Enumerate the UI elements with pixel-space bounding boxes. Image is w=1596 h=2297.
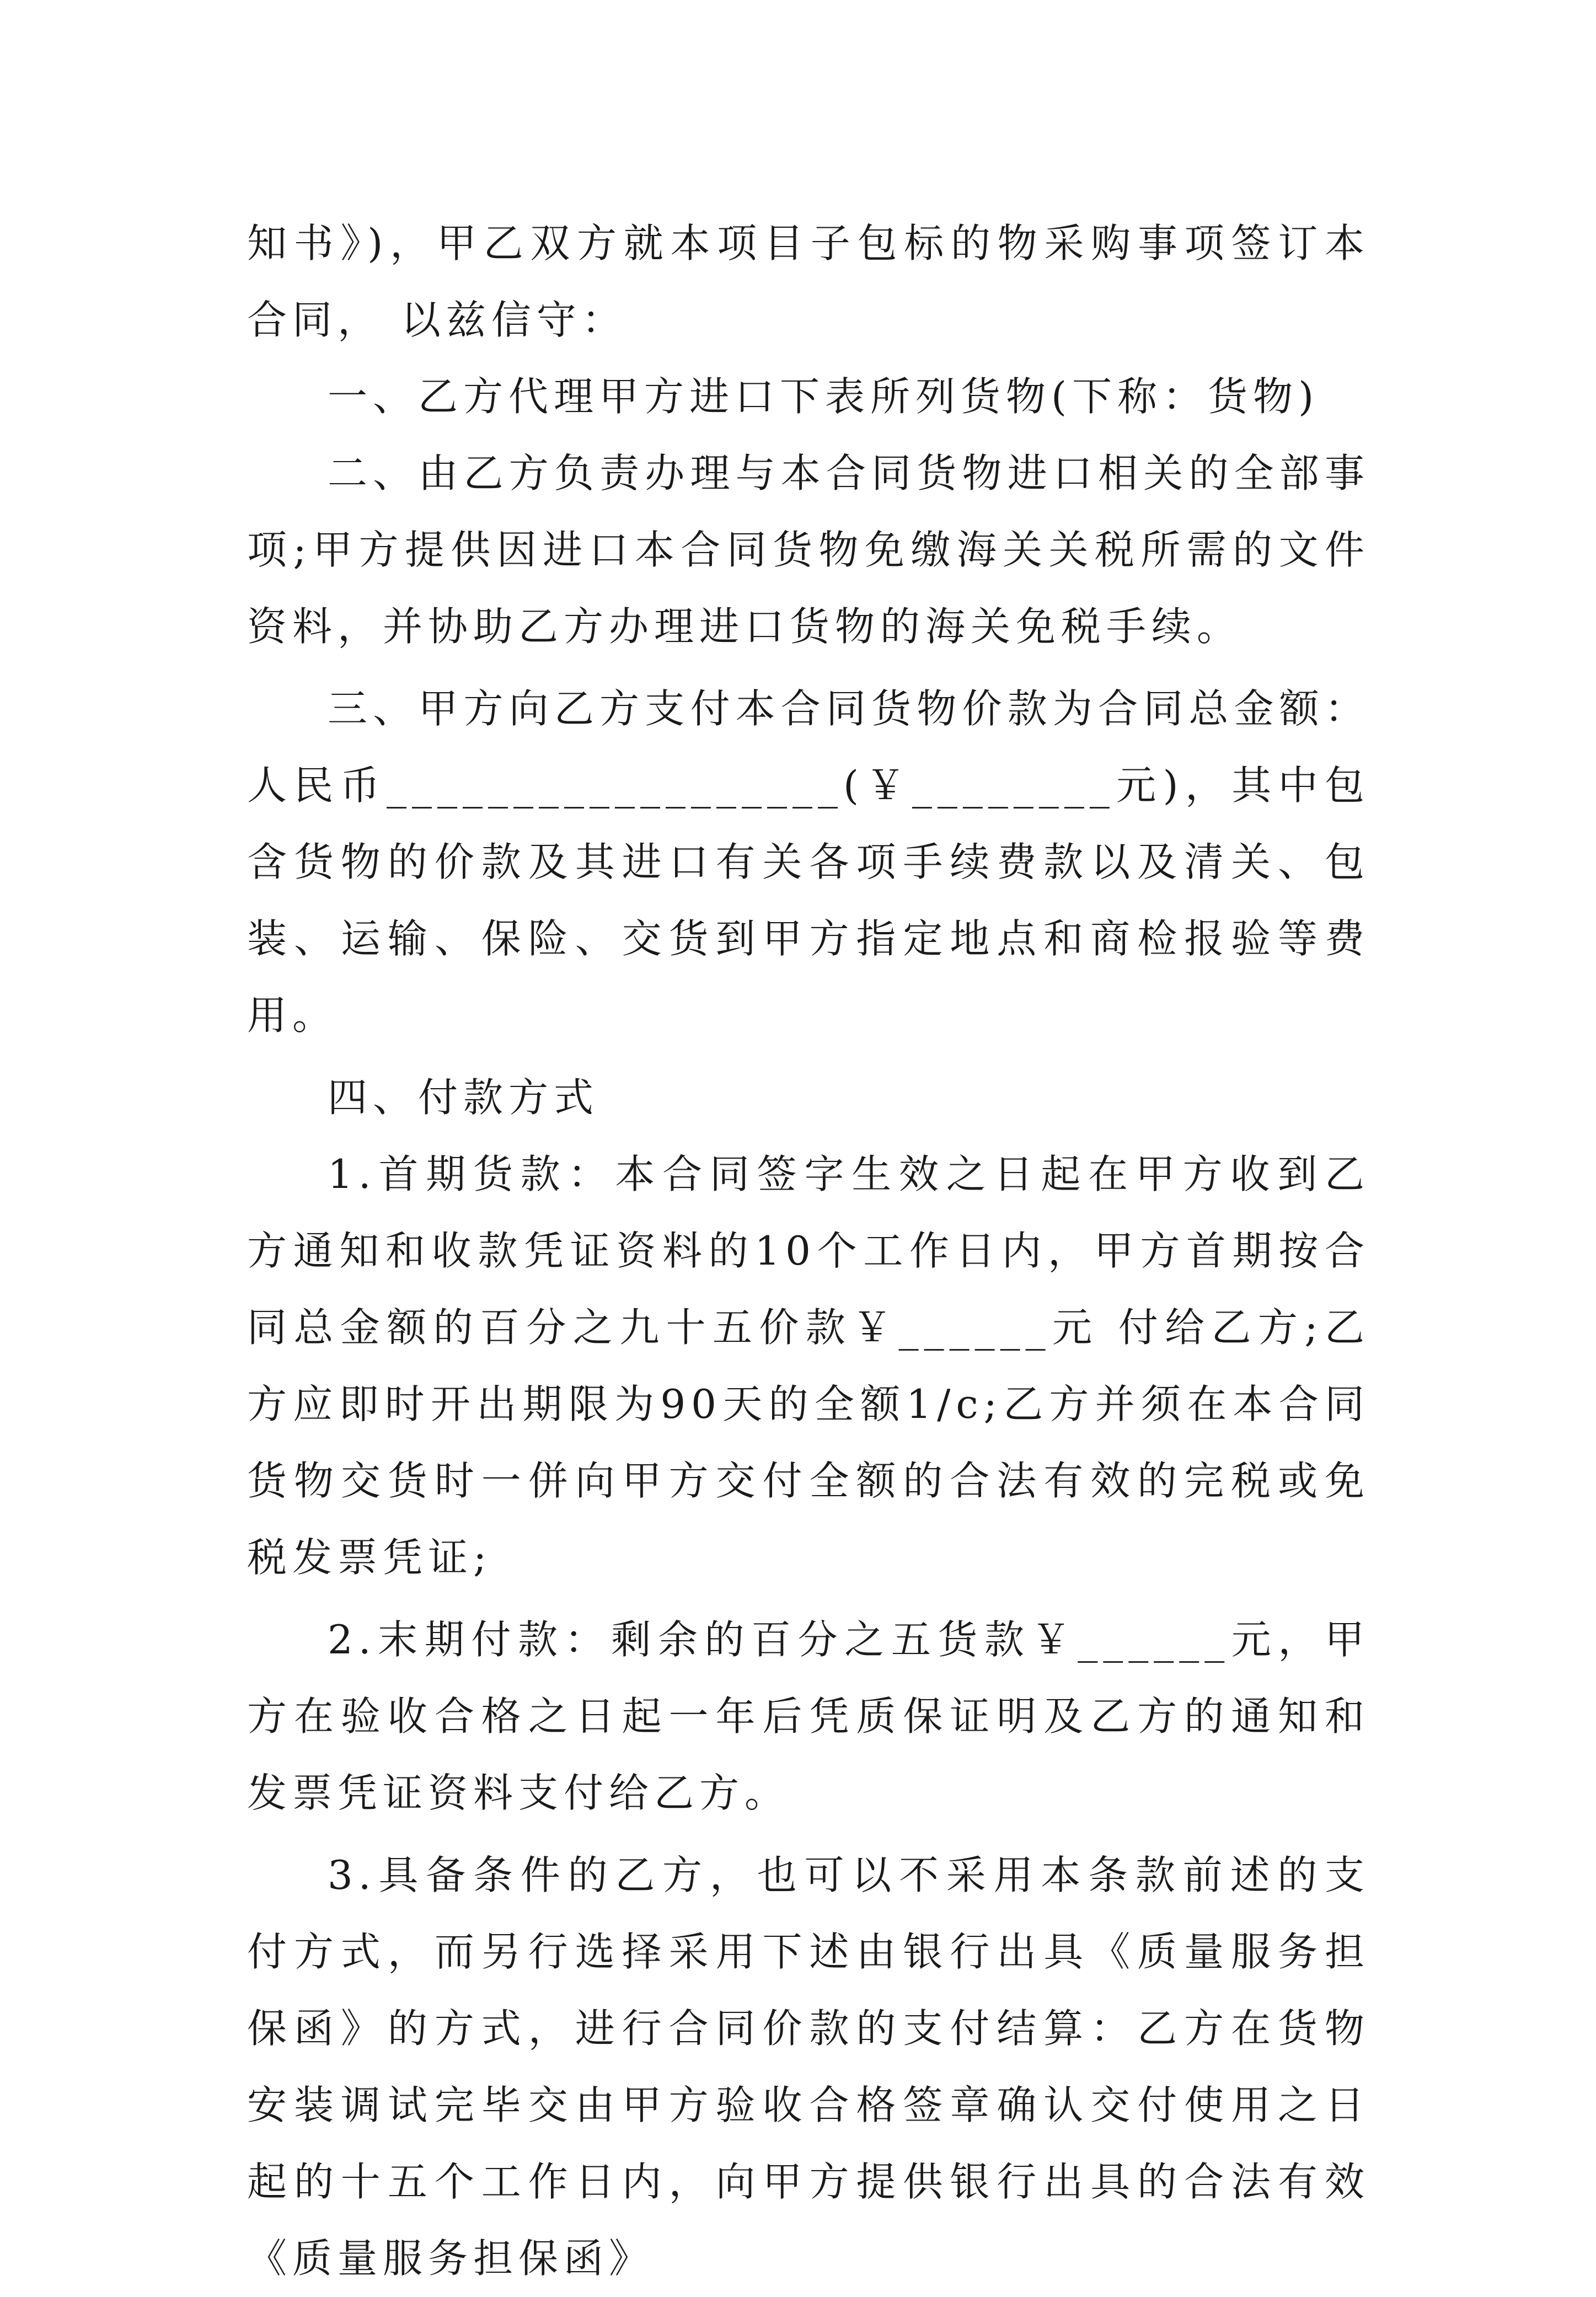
- paragraph-clause-4-heading: 四、付款方式: [328, 1074, 599, 1121]
- paragraph-clause-1: 一、乙方代理甲方进口下表所列货物(下称：货物): [328, 373, 1320, 420]
- contract-body: [247, 205, 1370, 2297]
- paragraph-clause-2: 二、由乙方负责办理与本合同货物进口相关的全部事项;甲方提供因进口本合同货物免缴海关关税所需的文件资料，并协助乙方办理进口货物的海关免税手续。: [247, 450, 1370, 650]
- paragraph-payment-1: 1.首期货款：本合同签字生效之日起在甲方收到乙方通知和收款凭证资料的10个工作日内，甲方首期按合同总金额的百分之九十五价款￥______元 付给乙方;乙方应即时开出期限为90天的全额1/c;乙方并须在本合同货物交货时一併向甲方交付全额的合法有效的完税或免税发票凭证;: [247, 1151, 1370, 1581]
- paragraph-clause-3: 三、甲方向乙方支付本合同货物价款为合同总金额：人民币__________________(￥________元)，其中包含货物的价款及其进口有关各项手续费款以及清关、包装、运输、保险、交货到甲方指定地点和商检报验等费用。: [247, 686, 1370, 1038]
- paragraph-payment-2: 2.末期付款：剩余的百分之五货款￥______元，甲方在验收合格之日起一年后凭质保证明及乙方的通知和发票凭证资料支付给乙方。: [247, 1616, 1370, 1816]
- paragraph-intro-continuation: 知书》)，甲乙双方就本项目子包标的物采购事项签订本合同， 以兹信守：: [247, 220, 1370, 343]
- paragraph-payment-3: 3.具备条件的乙方，也可以不采用本条款前述的支付方式，而另行选择采用下述由银行出具《质量服务担保函》的方式，进行合同价款的支付结算：乙方在货物安装调试完毕交由甲方验收合格签章确认交付使用之日起的十五个工作日内，向甲方提供银行出具的合法有效《质量服务担保函》: [247, 1852, 1370, 2282]
